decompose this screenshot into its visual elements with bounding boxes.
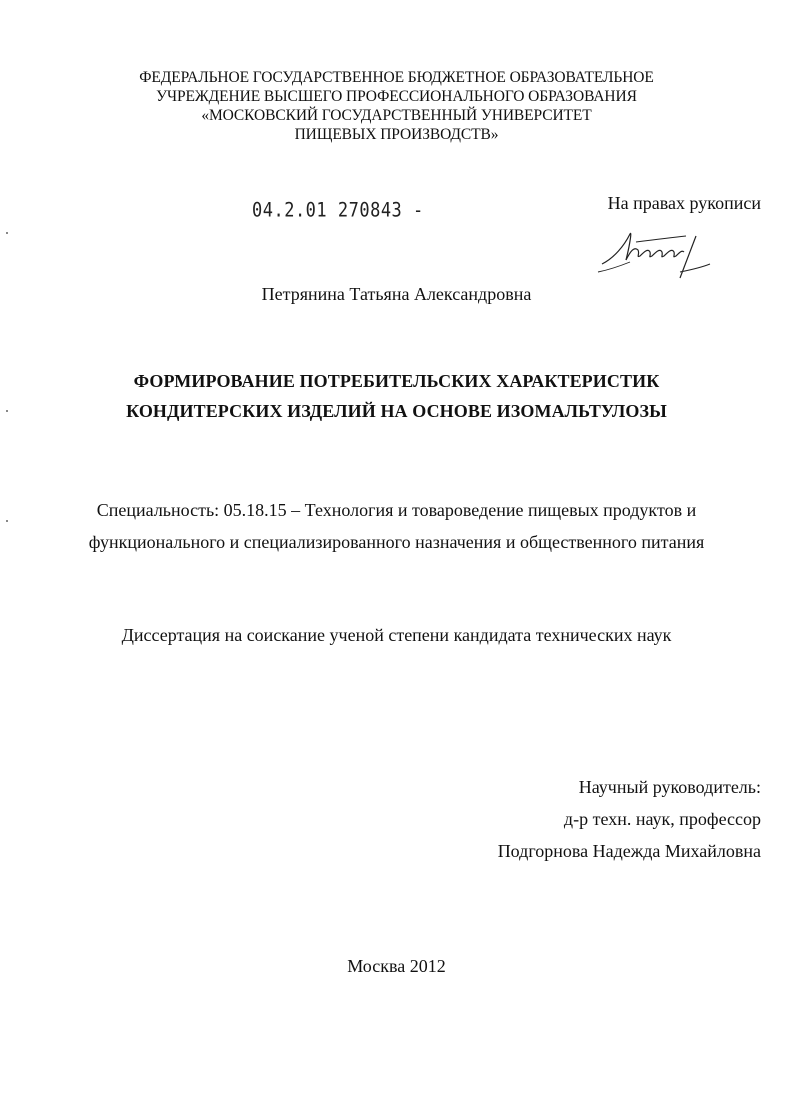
institution-line: УЧРЕЖДЕНИЕ ВЫСШЕГО ПРОФЕССИОНАЛЬНОГО ОБРАЗОВАНИЯ <box>156 88 637 105</box>
institution-line: «МОСКОВСКИЙ ГОСУДАРСТВЕННЫЙ УНИВЕРСИТЕТ <box>201 107 592 124</box>
place-year: Москва 2012 <box>347 956 446 976</box>
specialty-line: функционального и специализированного назначения и общественного питания <box>88 532 705 552</box>
title-line: ФОРМИРОВАНИЕ ПОТРЕБИТЕЛЬСКИХ ХАРАКТЕРИСТИК <box>133 371 660 391</box>
institution-line: ФЕДЕРАЛЬНОЕ ГОСУДАРСТВЕННОЕ БЮДЖЕТНОЕ ОБРАЗОВАТЕЛЬНОЕ <box>139 69 654 86</box>
supervisor-degree: д-р техн. наук, профессор <box>563 809 761 829</box>
title-line: КОНДИТЕРСКИХ ИЗДЕЛИЙ НА ОСНОВЕ ИЗОМАЛЬТУЛОЗЫ <box>126 401 667 421</box>
handwritten-signature <box>596 222 716 284</box>
author-name: Петрянина Татьяна Александровна <box>261 284 532 304</box>
specialty-line: Специальность: 05.18.15 – Технология и товароведение пищевых продуктов и <box>96 500 697 520</box>
registration-number: 04.2.01 270843 - <box>252 199 424 222</box>
supervisor-label: Научный руководитель: <box>578 777 761 797</box>
manuscript-note: На правах рукописи <box>607 193 761 213</box>
supervisor-block <box>498 771 761 867</box>
institution-header <box>0 68 793 144</box>
institution-line: ПИЩЕВЫХ ПРОИЗВОДСТВ» <box>294 126 499 143</box>
dissertation-statement: Диссертация на соискание ученой степени кандидата технических наук <box>121 625 672 645</box>
scan-mark <box>6 232 8 234</box>
supervisor-name: Подгорнова Надежда Михайловна <box>497 841 761 861</box>
dissertation-title <box>0 366 793 426</box>
specialty <box>0 494 793 558</box>
